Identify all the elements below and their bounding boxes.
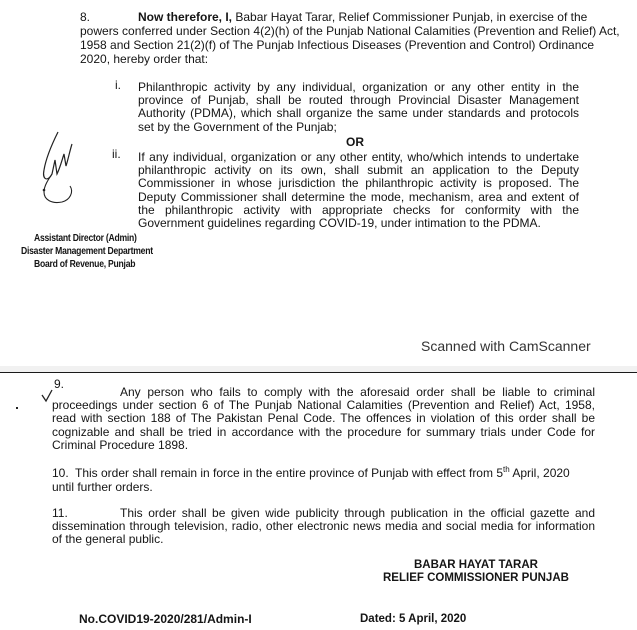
para10-number: 10. [52, 466, 69, 480]
handwritten-tick [40, 389, 54, 403]
para10-line1 [75, 467, 570, 480]
para8-line2: powers conferred under Section 4(2)(h) of the Punjab National Calamities (Prevention and Relief) Act, [80, 24, 620, 38]
item-i-text: Philanthropic activity by any individual, organization or any other entity in the province of Punjab, shall be routed through Provincial Disaster Management Authority (PDMA), which shall organize the same under standards and protocols set by the Government of the Punjab; [138, 80, 579, 134]
para8-number: 8. [80, 10, 91, 24]
reference-number: No.COVID19-2020/281/Admin-I [79, 612, 252, 626]
item-ii-numeral: ii. [112, 147, 121, 161]
item-i-numeral: i. [115, 78, 121, 92]
stamp-line-2: Disaster Management Department [21, 245, 153, 257]
para10-text-after: April, 2020 [509, 466, 570, 480]
para10-line2: until further orders. [52, 480, 153, 494]
para8-line1 [138, 11, 593, 24]
para10-text-before: This order shall remain in force in the entire province of Punjab with effect from 5 [75, 466, 503, 480]
or-label: OR [346, 135, 364, 149]
signatory-title: RELIEF COMMISSIONER PUNJAB [383, 572, 569, 584]
item-ii-text: If any individual, organization or any other entity, who/which intends to undertake philanthropic activity on its own, shall submit an application to the Deputy Commissioner in whose jurisdiction the philanthropic activity is proposed. The Deputy Commissioner shall determine the mode, mechanism, area and extent of the philanthropic activity with appropriate checks for conformity with the Government guidelines regarding COVID-19, under intimation to the PDMA. [138, 150, 579, 231]
para8-line4: 2020, hereby order that: [80, 52, 209, 66]
para11-number: 11. [52, 506, 68, 520]
stray-mark [16, 407, 18, 409]
handwritten-signature [28, 130, 88, 240]
para8-line3: 1958 and Section 21(2)(f) of The Punjab Infectious Diseases (Prevention and Control) Ordinance [80, 38, 595, 52]
stamp-line-1: Assistant Director (Admin) [34, 232, 137, 244]
stamp-line-3: Board of Revenue, Punjab [34, 258, 136, 270]
signatory-name: BABAR HAYAT TARAR [414, 559, 538, 571]
scanner-watermark: Scanned with CamScanner [421, 338, 591, 354]
para9-number: 9. [54, 377, 65, 391]
para8-line1-rest: Babar Hayat Tarar, Relief Commissioner Punjab, in exercise of the [235, 10, 588, 24]
para11-text: This order shall be given wide publicity through publication in the official gazette and dissemination through television, radio, other electronic news media and social media for information of the general public. [52, 506, 595, 547]
para10-sup: th [503, 465, 510, 474]
document-page-2 [0, 372, 637, 630]
para8-lead: Now therefore, I, [138, 10, 233, 24]
dated-line: Dated: 5 April, 2020 [360, 613, 467, 625]
para9-text: Any person who fails to comply with the aforesaid order shall be liable to criminal proceedings under section 6 of The Punjab National Calamities (Prevention and Relief) Act, 1958, read with section 188 of The Pakistan Penal Code. The offences in violation of this order shall be cognizable and shall be tried in accordance with the procedure for summary trials under Code for Criminal Procedure 1898. [52, 385, 595, 452]
